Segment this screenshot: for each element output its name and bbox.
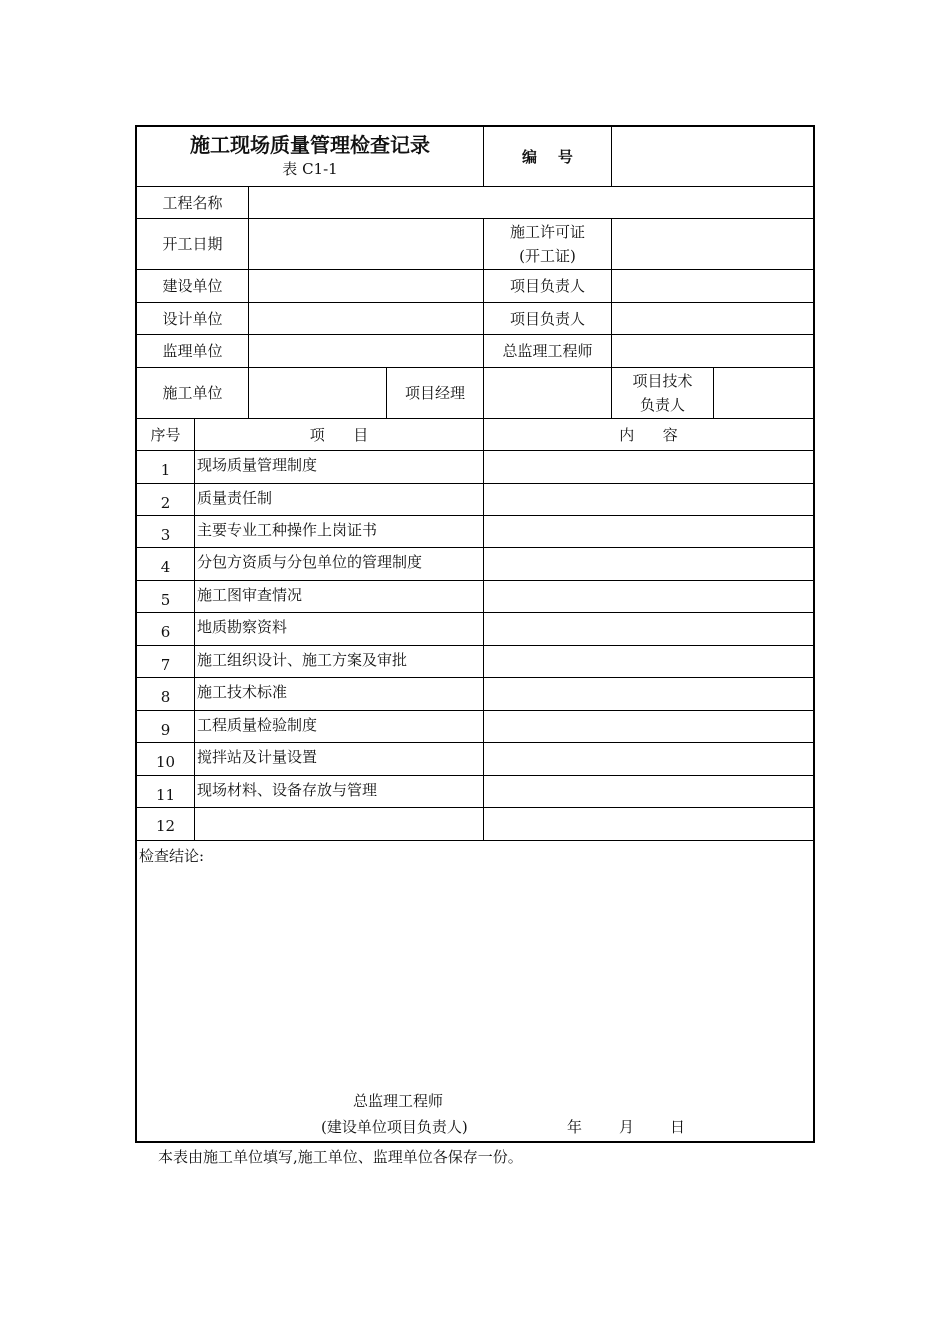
row-item: 分包方资质与分包单位的管理制度 [197, 553, 423, 571]
quality-inspection-form [135, 125, 815, 1143]
row-item: 主要专业工种操作上岗证书 [197, 520, 378, 539]
builder-lead-field[interactable] [612, 270, 813, 302]
chief-supervisor-field[interactable] [612, 335, 813, 367]
supervisor-field[interactable] [249, 335, 483, 367]
row-item: 质量责任制 [197, 488, 273, 507]
row-item: 施工图审查情况 [197, 585, 303, 604]
col-no-header: 序号 [150, 425, 181, 444]
conclusion-label: 检查结论: [139, 847, 205, 865]
supervisor-label: 监理单位 [162, 342, 223, 360]
row-no: 12 [155, 817, 176, 835]
row-item: 现场质量管理制度 [197, 456, 318, 474]
project-name-field[interactable] [249, 187, 813, 218]
row-no: 9 [160, 720, 171, 739]
number-field[interactable] [612, 127, 813, 186]
row-no: 1 [160, 461, 171, 479]
permit-label [484, 219, 611, 269]
row-no: 4 [160, 558, 171, 576]
designer-field[interactable] [249, 303, 483, 334]
row-no: 11 [155, 785, 176, 804]
row-item[interactable] [195, 808, 483, 840]
row-no: 3 [160, 525, 171, 544]
signer-title: 总监理工程师 [353, 1092, 444, 1110]
sign-year: 年 [567, 1118, 583, 1136]
tech-lead-line2: 负责人 [639, 396, 685, 414]
row-item: 地质勘察资料 [197, 618, 288, 636]
project-manager-field[interactable] [484, 368, 611, 418]
builder-lead-label: 项目负责人 [509, 277, 585, 295]
sign-day: 日 [670, 1118, 686, 1136]
row-content[interactable] [484, 808, 813, 840]
col-item-header: 项 目 [309, 425, 369, 444]
row-no: 6 [160, 623, 171, 641]
builder-label: 建设单位 [162, 277, 223, 295]
builder-field[interactable] [249, 270, 483, 302]
col-content-header: 内 容 [619, 425, 678, 444]
row-content[interactable] [484, 646, 813, 677]
footer-note: 本表由施工单位填写,施工单位、监理单位各保存一份。 [158, 1148, 523, 1166]
row-content[interactable] [484, 581, 813, 612]
start-date-label: 开工日期 [162, 235, 223, 253]
form-header [137, 127, 483, 186]
form-subtitle: 表 C1-1 [282, 159, 338, 178]
permit-label-line2: (开工证) [519, 247, 576, 265]
row-no: 8 [160, 688, 171, 706]
row-item: 工程质量检验制度 [197, 715, 318, 734]
designer-lead-label: 项目负责人 [509, 309, 585, 328]
project-manager-label: 项目经理 [404, 384, 465, 402]
row-content[interactable] [484, 776, 813, 807]
chief-supervisor-label: 总监理工程师 [502, 342, 593, 360]
row-content[interactable] [484, 548, 813, 580]
row-no: 10 [155, 753, 176, 771]
tech-lead-field[interactable] [714, 368, 813, 418]
project-name-label: 工程名称 [162, 193, 223, 212]
permit-field[interactable] [612, 219, 813, 269]
row-no: 5 [160, 590, 171, 609]
row-no: 2 [160, 493, 171, 512]
row-content[interactable] [484, 678, 813, 710]
designer-label: 设计单位 [162, 309, 223, 328]
border-right [813, 125, 815, 1143]
number-label: 编 号 [522, 147, 573, 166]
tech-lead-line1: 项目技术 [632, 372, 693, 390]
row-item: 搅拌站及计量设置 [197, 748, 318, 766]
row-content[interactable] [484, 516, 813, 547]
row-content[interactable] [484, 484, 813, 515]
row-item: 施工技术标准 [197, 683, 288, 701]
contractor-field[interactable] [249, 368, 386, 418]
row-content[interactable] [484, 743, 813, 775]
border-bottom [135, 1141, 815, 1143]
contractor-label: 施工单位 [162, 384, 223, 402]
sign-month: 月 [619, 1118, 635, 1136]
form-title: 施工现场质量管理检查记录 [190, 132, 430, 157]
tech-lead-label [612, 368, 713, 418]
start-date-field[interactable] [249, 219, 483, 269]
row-item: 施工组织设计、施工方案及审批 [197, 650, 408, 669]
permit-label-line1: 施工许可证 [509, 223, 585, 241]
row-content[interactable] [484, 451, 813, 483]
row-content[interactable] [484, 711, 813, 742]
row-item: 现场材料、设备存放与管理 [197, 780, 378, 799]
designer-lead-field[interactable] [612, 303, 813, 334]
signer-subtitle: (建设单位项目负责人) [321, 1118, 468, 1136]
row-no: 7 [160, 655, 171, 674]
conclusion-area[interactable] [137, 841, 813, 1141]
row-content[interactable] [484, 613, 813, 645]
